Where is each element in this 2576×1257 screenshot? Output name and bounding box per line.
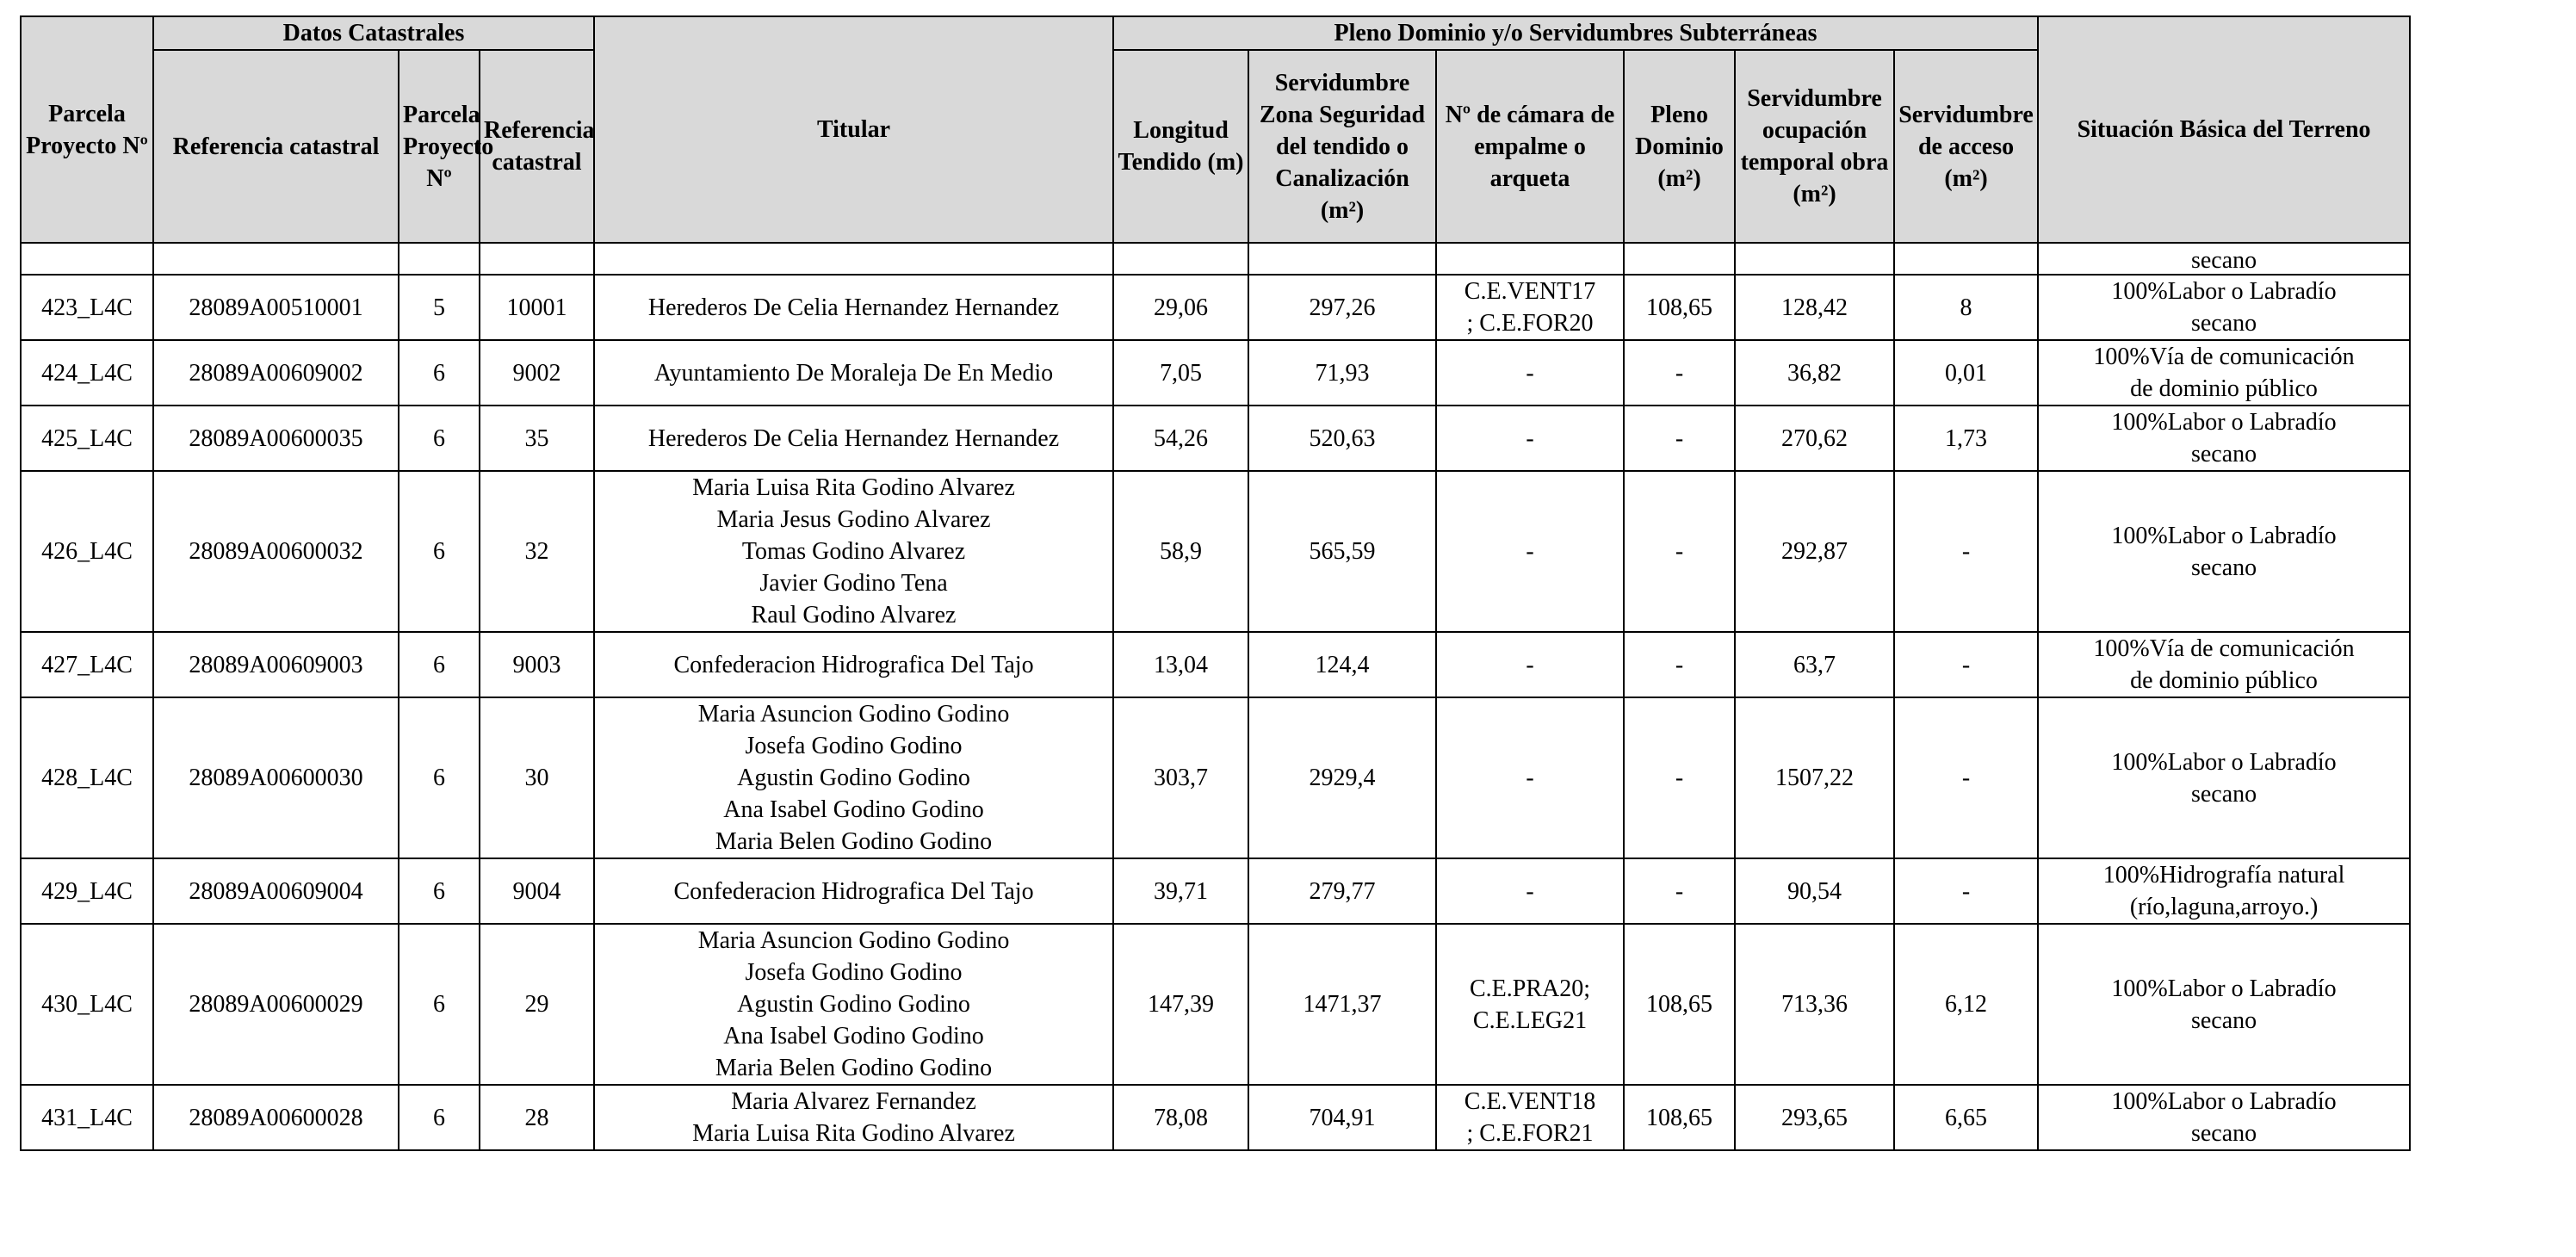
- cell-titular-line: Maria Asuncion Godino Godino: [697, 701, 1010, 728]
- cell-camara: [1436, 340, 1624, 406]
- cell-situacion-line: secano: [2190, 1120, 2257, 1147]
- cell-acceso: 0,01: [1894, 340, 2038, 406]
- cell-acceso: 1,73: [1894, 406, 2038, 471]
- cell-camara-line: -: [1526, 877, 1534, 905]
- cell-parcela-no: 6: [399, 697, 480, 858]
- cell-ref: 30: [480, 697, 594, 858]
- cell-situacion: [2038, 632, 2410, 697]
- cell-ref: 32: [480, 471, 594, 632]
- cell-titular-line: Ana Isabel Godino Godino: [723, 796, 984, 823]
- cell-titular-line: Ayuntamiento De Moraleja De En Medio: [653, 359, 1054, 387]
- cell-longitud: 7,05: [1113, 340, 1248, 406]
- cell-ref: 28: [480, 1085, 594, 1150]
- table-row: [21, 1085, 2410, 1150]
- cell-longitud: 13,04: [1113, 632, 1248, 697]
- cell-acceso: -: [1894, 632, 2038, 697]
- header-longitud: Longitud Tendido (m): [1113, 50, 1248, 243]
- cell-servidumbre: 279,77: [1248, 858, 1436, 924]
- cell-parcela: 430_L4C: [21, 924, 153, 1085]
- cell-titular-line: Maria Belen Godino Godino: [715, 828, 993, 855]
- cell-pleno: -: [1624, 858, 1735, 924]
- cell-camara: [1436, 275, 1624, 340]
- cell-situacion-line: secano: [2190, 441, 2257, 468]
- cell-situacion-line: 100%Labor o Labradío: [2111, 1088, 2337, 1115]
- cell-camara: [1436, 632, 1624, 697]
- cell-pleno: -: [1624, 471, 1735, 632]
- cell-pleno: 108,65: [1624, 1085, 1735, 1150]
- cell-pleno: -: [1624, 340, 1735, 406]
- cell-titular-line: Josefa Godino Godino: [745, 733, 963, 759]
- cell-acceso: 8: [1894, 275, 2038, 340]
- cell-titular-line: Agustin Godino Godino: [737, 991, 970, 1018]
- cell-ocupacion: 90,54: [1735, 858, 1894, 924]
- header-parcela-proyecto-no: Parcela Proyecto Nº: [399, 50, 480, 243]
- cell-parcela: 424_L4C: [21, 340, 153, 406]
- cell-parcela: 427_L4C: [21, 632, 153, 697]
- cell-situacion-line: 100%Labor o Labradío: [2111, 975, 2337, 1002]
- table-row: [21, 275, 2410, 340]
- cell-camara: [1436, 406, 1624, 471]
- table-row: [21, 406, 2410, 471]
- cell-situacion-line: 100%Vía de comunicación: [2093, 344, 2355, 370]
- cell-servidumbre: 2929,4: [1248, 697, 1436, 858]
- cell-camara: [1436, 471, 1624, 632]
- catastral-table: [20, 15, 2411, 1151]
- cell-ocupacion: 292,87: [1735, 471, 1894, 632]
- cell-parcela-no: 6: [399, 924, 480, 1085]
- cell-titular-line: Maria Alvarez Fernandez: [731, 1088, 976, 1115]
- cell-parcela: 429_L4C: [21, 858, 153, 924]
- cell-servidumbre: 520,63: [1248, 406, 1436, 471]
- cell-camara-line: ; C.E.FOR21: [1466, 1120, 1594, 1147]
- cell-camara: [1436, 858, 1624, 924]
- cell-empty: [1735, 243, 1894, 275]
- cell-camara-line: C.E.VENT18: [1464, 1088, 1596, 1115]
- cell-situacion-line: secano: [2190, 780, 2257, 808]
- cell-titular-line: Herederos De Celia Hernandez Hernandez: [647, 424, 1060, 452]
- cell-camara-line: C.E.LEG21: [1472, 1006, 1588, 1034]
- cell-titular-line: Josefa Godino Godino: [745, 959, 963, 986]
- cell-titular-line: Maria Asuncion Godino Godino: [697, 927, 1010, 954]
- header-servidumbre-acceso: Servidumbre de acceso (m²): [1894, 50, 2038, 243]
- cell-parcela: 428_L4C: [21, 697, 153, 858]
- cell-camara-line: -: [1526, 651, 1534, 678]
- cell-situacion: [2038, 924, 2410, 1085]
- cell-parcela-no: 6: [399, 632, 480, 697]
- cell-empty: [1436, 243, 1624, 275]
- cell-situacion-line: de dominio público: [2130, 667, 2318, 694]
- cell-camara-line: -: [1526, 765, 1534, 791]
- cell-situacion: [2038, 1085, 2410, 1150]
- cell-referencia: 28089A00609004: [153, 858, 399, 924]
- cell-titular: [594, 1085, 1113, 1150]
- cell-referencia: 28089A00600029: [153, 924, 399, 1085]
- cell-pleno: 108,65: [1624, 275, 1735, 340]
- table-row: [21, 340, 2410, 406]
- cell-acceso: -: [1894, 697, 2038, 858]
- cell-titular: [594, 275, 1113, 340]
- table-row: [21, 632, 2410, 697]
- cell-servidumbre: 71,93: [1248, 340, 1436, 406]
- cell-ocupacion: 128,42: [1735, 275, 1894, 340]
- cell-servidumbre: 297,26: [1248, 275, 1436, 340]
- cell-longitud: 29,06: [1113, 275, 1248, 340]
- cell-referencia: 28089A00600030: [153, 697, 399, 858]
- cell-situacion-line: 100%Labor o Labradío: [2111, 409, 2337, 436]
- cell-camara: [1436, 697, 1624, 858]
- cell-ocupacion: 63,7: [1735, 632, 1894, 697]
- cell-titular-line: Maria Luisa Rita Godino Alvarez: [692, 474, 1015, 501]
- cell-titular-line: Confederacion Hidrografica Del Tajo: [673, 877, 1034, 905]
- cell-ref: 10001: [480, 275, 594, 340]
- header-referencia-catastral: Referencia catastral: [153, 50, 399, 243]
- cell-parcela: 426_L4C: [21, 471, 153, 632]
- cell-pleno: 108,65: [1624, 924, 1735, 1085]
- cell-camara-line: C.E.PRA20;: [1470, 975, 1591, 1002]
- cell-referencia: 28089A00609002: [153, 340, 399, 406]
- cell-referencia: 28089A00600028: [153, 1085, 399, 1150]
- cell-situacion-line: de dominio público: [2130, 375, 2318, 402]
- cell-longitud: 39,71: [1113, 858, 1248, 924]
- cell-titular-line: Maria Jesus Godino Alvarez: [716, 506, 991, 533]
- cell-parcela: 425_L4C: [21, 406, 153, 471]
- cell-empty: [153, 243, 399, 275]
- cell-empty: [480, 243, 594, 275]
- cell-situacion-line: secano: [2190, 310, 2257, 337]
- header-pleno-dominio: Pleno Dominio (m²): [1624, 50, 1735, 243]
- cell-empty: [399, 243, 480, 275]
- table-row: [21, 697, 2410, 858]
- cell-ocupacion: 36,82: [1735, 340, 1894, 406]
- cell-camara-line: C.E.VENT17: [1464, 278, 1596, 305]
- cell-ocupacion: 1507,22: [1735, 697, 1894, 858]
- cell-situacion-line: (río,laguna,arroyo.): [2129, 894, 2319, 920]
- cell-parcela-no: 5: [399, 275, 480, 340]
- cell-situacion: [2038, 858, 2410, 924]
- cell-pleno: -: [1624, 632, 1735, 697]
- header-servidumbre-ocupacion: Servidumbre ocupación temporal obra (m²): [1735, 50, 1894, 243]
- cell-titular-line: Maria Luisa Rita Godino Alvarez: [692, 1120, 1015, 1147]
- cell-camara: [1436, 1085, 1624, 1150]
- cell-ocupacion: 270,62: [1735, 406, 1894, 471]
- header-referencia-short: Referencia catastral: [480, 50, 594, 243]
- cell-situacion: [2038, 406, 2410, 471]
- cell-longitud: 303,7: [1113, 697, 1248, 858]
- cell-situacion-line: secano: [2190, 1006, 2257, 1034]
- cell-empty: [1624, 243, 1735, 275]
- cell-pleno: -: [1624, 697, 1735, 858]
- cell-situacion-line: 100%Labor o Labradío: [2111, 522, 2337, 549]
- cell-titular: [594, 632, 1113, 697]
- cell-titular-line: Ana Isabel Godino Godino: [723, 1023, 984, 1050]
- cell-ref: 29: [480, 924, 594, 1085]
- cell-referencia: 28089A00510001: [153, 275, 399, 340]
- cell-titular: [594, 858, 1113, 924]
- cell-situacion-line: 100%Labor o Labradío: [2111, 748, 2337, 776]
- cell-titular: [594, 406, 1113, 471]
- cell-camara-line: -: [1526, 538, 1534, 565]
- cell-servidumbre: 124,4: [1248, 632, 1436, 697]
- header-row-top: [21, 16, 2410, 50]
- cell-empty: [21, 243, 153, 275]
- cell-servidumbre: 1471,37: [1248, 924, 1436, 1085]
- cell-ref: 35: [480, 406, 594, 471]
- cell-parcela-no: 6: [399, 406, 480, 471]
- cell-referencia: 28089A00600035: [153, 406, 399, 471]
- header-situacion: Situación Básica del Terreno: [2038, 16, 2410, 243]
- cell-servidumbre: 704,91: [1248, 1085, 1436, 1150]
- cell-situacion-line: 100%Hidrografía natural: [2102, 862, 2345, 889]
- cell-pleno: -: [1624, 406, 1735, 471]
- cell-servidumbre: 565,59: [1248, 471, 1436, 632]
- cell-situacion-continuation: secano: [2038, 243, 2410, 275]
- cell-situacion: [2038, 275, 2410, 340]
- table-row: [21, 924, 2410, 1085]
- cell-empty: [1113, 243, 1248, 275]
- cell-referencia: 28089A00600032: [153, 471, 399, 632]
- cell-longitud: 54,26: [1113, 406, 1248, 471]
- cell-ref: 9003: [480, 632, 594, 697]
- cell-camara: [1436, 924, 1624, 1085]
- header-parcela-proyecto: Parcela Proyecto Nº: [21, 16, 153, 243]
- cell-titular-line: Agustin Godino Godino: [737, 765, 970, 791]
- cell-situacion-line: 100%Labor o Labradío: [2111, 278, 2337, 305]
- header-pleno-dominio-group: Pleno Dominio y/o Servidumbres Subterráneas: [1113, 16, 2038, 50]
- cell-parcela: 423_L4C: [21, 275, 153, 340]
- cell-empty: [594, 243, 1113, 275]
- cell-empty: [1248, 243, 1436, 275]
- cell-titular-line: Tomas Godino Alvarez: [741, 538, 966, 565]
- cell-parcela: 431_L4C: [21, 1085, 153, 1150]
- cell-camara-line: -: [1526, 359, 1534, 387]
- cell-empty: [1894, 243, 2038, 275]
- cell-ocupacion: 713,36: [1735, 924, 1894, 1085]
- cell-situacion: [2038, 697, 2410, 858]
- cell-situacion: [2038, 471, 2410, 632]
- cell-acceso: 6,65: [1894, 1085, 2038, 1150]
- cell-parcela-no: 6: [399, 340, 480, 406]
- table-row: [21, 471, 2410, 632]
- cell-titular: [594, 924, 1113, 1085]
- cell-titular-line: Maria Belen Godino Godino: [715, 1055, 993, 1081]
- cell-longitud: 147,39: [1113, 924, 1248, 1085]
- header-camara: Nº de cámara de empalme o arqueta: [1436, 50, 1624, 243]
- cell-titular: [594, 697, 1113, 858]
- cell-titular: [594, 471, 1113, 632]
- cell-titular-line: Raul Godino Alvarez: [751, 602, 957, 628]
- cell-titular-line: Herederos De Celia Hernandez Hernandez: [647, 294, 1060, 321]
- header-servidumbre-zona: Servidumbre Zona Seguridad del tendido o Canalización (m²): [1248, 50, 1436, 243]
- header-datos-catastrales: Datos Catastrales: [153, 16, 594, 50]
- cell-ref: 9004: [480, 858, 594, 924]
- cell-camara-line: -: [1526, 424, 1534, 452]
- cell-ocupacion: 293,65: [1735, 1085, 1894, 1150]
- cell-parcela-no: 6: [399, 858, 480, 924]
- cell-acceso: 6,12: [1894, 924, 2038, 1085]
- cell-situacion-line: secano: [2190, 554, 2257, 581]
- cell-referencia: 28089A00609003: [153, 632, 399, 697]
- cell-longitud: 78,08: [1113, 1085, 1248, 1150]
- cell-situacion: [2038, 340, 2410, 406]
- cell-parcela-no: 6: [399, 471, 480, 632]
- cell-titular-line: Confederacion Hidrografica Del Tajo: [673, 651, 1034, 678]
- cell-ref: 9002: [480, 340, 594, 406]
- cell-acceso: -: [1894, 858, 2038, 924]
- cell-parcela-no: 6: [399, 1085, 480, 1150]
- continuation-row: [21, 243, 2410, 275]
- cell-acceso: -: [1894, 471, 2038, 632]
- header-titular: Titular: [594, 16, 1113, 243]
- cell-titular-line: Javier Godino Tena: [759, 570, 948, 597]
- cell-titular: [594, 340, 1113, 406]
- cell-longitud: 58,9: [1113, 471, 1248, 632]
- cell-situacion-line: 100%Vía de comunicación: [2093, 635, 2355, 662]
- table-row: [21, 858, 2410, 924]
- cell-camara-line: ; C.E.FOR20: [1466, 310, 1594, 337]
